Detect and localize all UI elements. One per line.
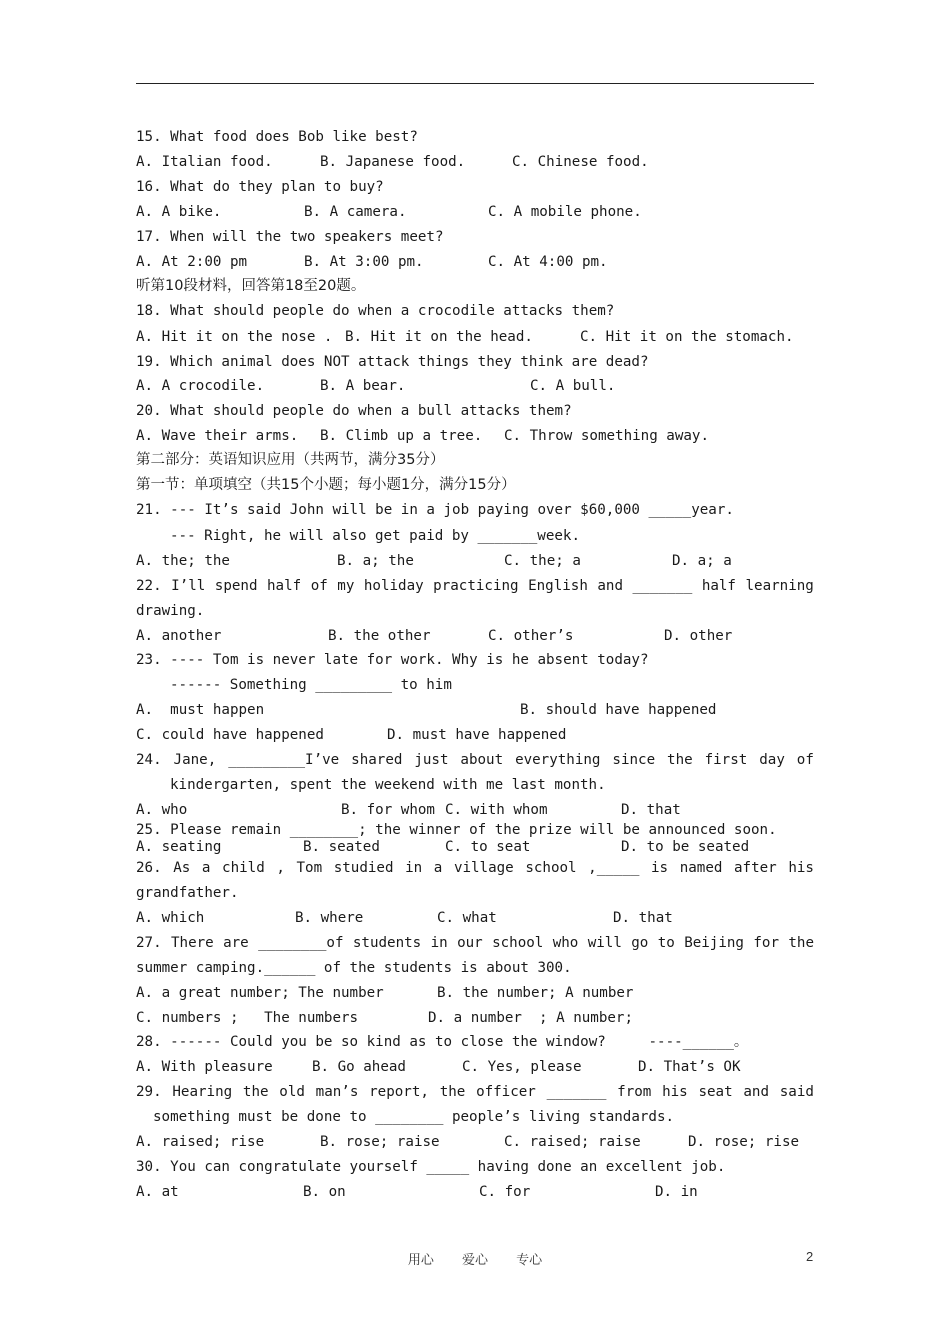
- answer-option[interactable]: D. to be seated: [621, 839, 750, 855]
- question-stem: --- Right, he will also get paid by _______week.: [170, 528, 580, 544]
- stem-word: a: [433, 860, 443, 876]
- stem-word: old: [279, 1084, 305, 1100]
- question-stem: [136, 934, 814, 952]
- stem-word: go: [631, 935, 649, 951]
- question-stem: 18. What should people do when a crocodile attacks them?: [136, 303, 615, 319]
- stem-word: and: [743, 1084, 769, 1100]
- answer-option[interactable]: C. the; a: [504, 553, 581, 569]
- question-stem: [136, 859, 814, 877]
- question-stem: 20. What should people do when a bull attacks them?: [136, 403, 572, 419]
- answer-option[interactable]: A. who: [136, 802, 188, 818]
- answer-option[interactable]: C. Chinese food.: [512, 154, 649, 170]
- stem-word: will: [587, 935, 622, 951]
- stem-word: studied: [333, 860, 394, 876]
- stem-word: officer: [476, 1084, 536, 1100]
- footer-text-2: 爱心: [461, 1253, 488, 1268]
- stem-word: our: [457, 935, 483, 951]
- stem-word: Tom: [296, 860, 323, 876]
- stem-word: and: [597, 578, 624, 594]
- stem-word: in: [430, 935, 448, 951]
- answer-option[interactable]: D. other: [664, 628, 733, 644]
- stem-word: school: [492, 935, 544, 951]
- answer-option[interactable]: C. Hit it on the stomach.: [580, 329, 794, 345]
- question-stem: 21. --- It’s said John will be in a job paying over $60,000 _____year.: [136, 502, 734, 518]
- stem-word: first: [704, 752, 748, 768]
- answer-option[interactable]: A. must happen: [136, 702, 265, 718]
- section-header: 听第10段材料，回答第18至20题。: [136, 278, 366, 294]
- question-stem: ------ Something _________ to him: [170, 677, 452, 693]
- stem-word: seat: [698, 1084, 733, 1100]
- stem-word: As: [173, 860, 191, 876]
- stem-word: I’ll: [171, 578, 206, 594]
- question-stem: drawing.: [136, 603, 205, 619]
- footer-text-3: 专心: [516, 1253, 543, 1268]
- answer-option[interactable]: B. the number; A number: [437, 985, 634, 1001]
- stem-word: 27.: [136, 935, 162, 951]
- page-number: 2: [806, 1249, 814, 1264]
- answer-option[interactable]: B. rose; raise: [320, 1134, 440, 1150]
- answer-option[interactable]: B. A bear.: [320, 378, 406, 394]
- stem-word: Beijing: [684, 935, 744, 951]
- stem-word: half: [267, 578, 302, 594]
- answer-option[interactable]: D. must have happened: [387, 727, 567, 743]
- question-stem: 19. Which animal does NOT attack things they think are dead?: [136, 354, 649, 370]
- answer-option[interactable]: B. A camera.: [304, 204, 407, 220]
- stem-word: practicing: [433, 578, 519, 594]
- stem-word: named: [679, 860, 723, 876]
- stem-word: my: [337, 578, 355, 594]
- answer-option[interactable]: C. what: [437, 910, 497, 926]
- stem-word: shared: [351, 752, 403, 768]
- stem-word: his: [788, 860, 814, 876]
- answer-option[interactable]: D. a number ; A number;: [428, 1010, 633, 1026]
- answer-option[interactable]: C. Throw something away.: [504, 428, 709, 444]
- answer-option[interactable]: C. with whom: [445, 802, 548, 818]
- question-stem: 15. What food does Bob like best?: [136, 129, 418, 145]
- stem-word: just: [414, 752, 449, 768]
- stem-word: spend: [214, 578, 258, 594]
- answer-option[interactable]: B. for whom: [341, 802, 435, 818]
- answer-option[interactable]: A. At 2:00 pm: [136, 254, 248, 270]
- stem-word: 29.: [136, 1084, 162, 1100]
- stem-word: the: [242, 1084, 269, 1100]
- stem-word: half: [701, 578, 736, 594]
- question-stem: kindergarten, spent the weekend with me last month.: [170, 777, 606, 793]
- answer-option[interactable]: B. Go ahead: [312, 1059, 406, 1075]
- stem-word: _________I’ve: [228, 752, 340, 768]
- answer-option[interactable]: C. numbers ; The numbers: [136, 1010, 359, 1026]
- stem-word: everything: [515, 752, 601, 768]
- question-stem: [136, 1083, 814, 1101]
- answer-option[interactable]: C. could have happened: [136, 727, 324, 743]
- answer-option[interactable]: D. a; a: [672, 553, 732, 569]
- stem-word: There: [171, 935, 214, 951]
- stem-word: man’s: [315, 1084, 359, 1100]
- question-stem: 28. ------ Could you be so kind as to close the window? ----______。: [136, 1034, 749, 1050]
- section-header: 第二部分：英语知识应用（共两节，满分35分）: [136, 452, 445, 468]
- stem-word: ,_____: [588, 860, 640, 876]
- answer-option[interactable]: A. A crocodile.: [136, 378, 265, 394]
- stem-word: holiday: [363, 578, 424, 594]
- answer-option[interactable]: C. for: [479, 1184, 531, 1200]
- answer-option[interactable]: A. Wave their arms.: [136, 428, 299, 444]
- stem-word: the: [439, 1084, 466, 1100]
- stem-word: English: [528, 578, 588, 594]
- stem-word: his: [662, 1084, 688, 1100]
- question-stem: summer camping.______ of the students is about 300.: [136, 960, 572, 976]
- answer-option[interactable]: B. the other: [328, 628, 431, 644]
- answer-option[interactable]: D. That’s OK: [638, 1059, 741, 1075]
- stem-word: village: [453, 860, 514, 876]
- stem-word: from: [617, 1084, 652, 1100]
- stem-word: students: [352, 935, 422, 951]
- stem-word: child: [222, 860, 265, 876]
- stem-word: ,: [276, 860, 285, 876]
- answer-option[interactable]: C. A mobile phone.: [488, 204, 642, 220]
- answer-option[interactable]: B. Japanese food.: [320, 154, 466, 170]
- question-stem: 17. When will the two speakers meet?: [136, 229, 444, 245]
- answer-option[interactable]: A. the; the: [136, 553, 230, 569]
- stem-word: who: [552, 935, 579, 951]
- stem-word: _______: [632, 578, 693, 594]
- answer-option[interactable]: A. raised; rise: [136, 1134, 265, 1150]
- answer-option[interactable]: A. seating: [136, 839, 222, 855]
- stem-word: is: [651, 860, 669, 876]
- header-rule: [136, 83, 814, 84]
- stem-word: day: [759, 752, 785, 768]
- question-stem: grandfather.: [136, 885, 239, 901]
- stem-word: school: [525, 860, 577, 876]
- stem-word: report,: [369, 1084, 429, 1100]
- answer-option[interactable]: B. on: [303, 1184, 346, 1200]
- answer-option[interactable]: C. to seat: [445, 839, 531, 855]
- stem-word: in: [405, 860, 423, 876]
- answer-option[interactable]: D. that: [613, 910, 673, 926]
- answer-option[interactable]: B. where: [295, 910, 364, 926]
- stem-word: to: [657, 935, 675, 951]
- question-stem: [136, 751, 814, 769]
- stem-word: since: [612, 752, 656, 768]
- stem-word: 24.: [136, 752, 162, 768]
- question-stem: something must be done to ________ people’s living standards.: [153, 1109, 675, 1125]
- answer-option[interactable]: B. a; the: [337, 553, 414, 569]
- stem-word: after: [734, 860, 777, 876]
- answer-option[interactable]: C. A bull.: [530, 378, 616, 394]
- stem-word: for: [753, 935, 779, 951]
- stem-word: of: [796, 752, 814, 768]
- stem-word: ________of: [258, 935, 344, 951]
- stem-word: 22.: [136, 578, 162, 594]
- stem-word: Jane,: [173, 752, 217, 768]
- stem-word: said: [779, 1084, 814, 1100]
- stem-word: Hearing: [172, 1084, 233, 1100]
- question-stem: 25. Please remain ________; the winner of the prize will be announced soon.: [136, 822, 777, 838]
- answer-option[interactable]: D. in: [655, 1184, 698, 1200]
- answer-option[interactable]: D. that: [621, 802, 681, 818]
- stem-word: the: [788, 935, 814, 951]
- stem-word: of: [310, 578, 328, 594]
- question-stem: [136, 577, 814, 595]
- answer-option[interactable]: B. should have happened: [520, 702, 717, 718]
- answer-option[interactable]: A. A bike.: [136, 204, 222, 220]
- stem-word: are: [223, 935, 249, 951]
- question-stem: 30. You can congratulate yourself _____ having done an excellent job.: [136, 1159, 726, 1175]
- section-header: 第一节：单项填空（共15个小题；每小题1分，满分15分）: [136, 477, 516, 493]
- stem-word: 26.: [136, 860, 162, 876]
- question-stem: 16. What do they plan to buy?: [136, 179, 384, 195]
- stem-word: about: [460, 752, 504, 768]
- answer-option[interactable]: B. Hit it on the head.: [345, 329, 533, 345]
- answer-option[interactable]: C. other’s: [488, 628, 574, 644]
- answer-option[interactable]: B. At 3:00 pm.: [304, 254, 424, 270]
- stem-word: _______: [546, 1084, 607, 1100]
- stem-word: the: [667, 752, 693, 768]
- answer-option[interactable]: A. another: [136, 628, 222, 644]
- footer-text-1: 用心: [407, 1253, 434, 1268]
- answer-option[interactable]: D. rose; rise: [688, 1134, 800, 1150]
- question-stem: 23. ---- Tom is never late for work. Why is he absent today?: [136, 652, 649, 668]
- answer-option[interactable]: A. at: [136, 1184, 179, 1200]
- answer-option[interactable]: A. With pleasure: [136, 1059, 273, 1075]
- answer-option[interactable]: A. a great number; The number: [136, 985, 384, 1001]
- answer-option[interactable]: B. Climb up a tree.: [320, 428, 483, 444]
- answer-option[interactable]: B. seated: [303, 839, 380, 855]
- answer-option[interactable]: C. At 4:00 pm.: [488, 254, 608, 270]
- answer-option[interactable]: C. raised; raise: [504, 1134, 641, 1150]
- answer-option[interactable]: A. Hit it on the nose .: [136, 329, 333, 345]
- answer-option[interactable]: A. Italian food.: [136, 154, 273, 170]
- stem-word: learning: [745, 578, 814, 594]
- answer-option[interactable]: A. which: [136, 910, 205, 926]
- stem-word: a: [201, 860, 211, 876]
- answer-option[interactable]: C. Yes, please: [462, 1059, 582, 1075]
